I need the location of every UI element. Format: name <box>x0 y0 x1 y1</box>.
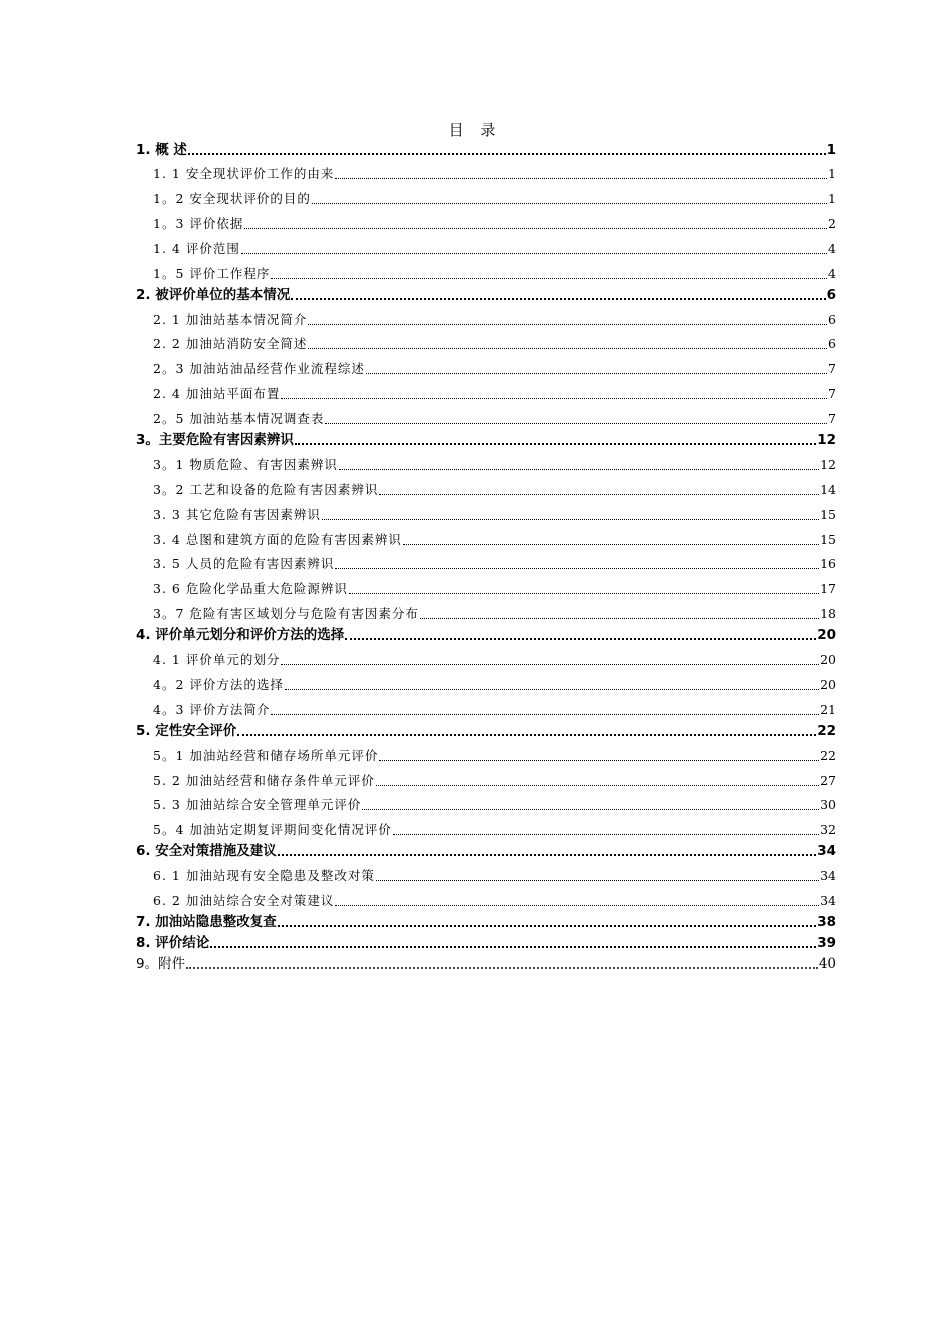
toc-entry-page: 34 <box>820 868 836 883</box>
toc-title: 目 录 <box>448 121 502 139</box>
dot-leader <box>376 880 819 881</box>
toc-entry-6-2[interactable] <box>153 892 836 910</box>
toc-entry-chapter-4[interactable] <box>136 626 836 644</box>
dot-leader <box>335 568 819 569</box>
toc-entry-3-2[interactable] <box>153 481 836 499</box>
dot-leader <box>278 854 816 856</box>
toc-entry-page: 20 <box>820 677 836 692</box>
toc-entry-page: 40 <box>818 956 836 972</box>
toc-entry-label: 4. 1 评价单元的划分 <box>153 652 281 667</box>
toc-entry-page: 34 <box>817 843 836 859</box>
toc-entry-page: 16 <box>820 556 836 571</box>
toc-entry-page: 12 <box>817 432 836 448</box>
dot-leader <box>379 760 819 761</box>
toc-entry-chapter-7[interactable] <box>136 913 836 931</box>
toc-entry-chapter-6[interactable] <box>136 842 836 860</box>
toc-entry-page: 22 <box>820 748 836 763</box>
toc-entry-page: 12 <box>820 457 836 472</box>
toc-entry-page: 6 <box>828 312 836 327</box>
toc-entry-label: 4。3 评价方法简介 <box>153 702 271 717</box>
dot-leader <box>186 967 818 969</box>
toc-entry-3-3[interactable] <box>153 506 836 524</box>
toc-entry-6-1[interactable] <box>153 867 836 885</box>
toc-entry-1-3[interactable] <box>153 215 836 233</box>
toc-entry-label: 3. 6 危险化学品重大危险源辨识 <box>153 581 348 596</box>
toc-entry-label: 3. 3 其它危险有害因素辨识 <box>153 507 321 522</box>
toc-entry-label: 2。3 加油站油品经营作业流程综述 <box>153 361 365 376</box>
toc-entry-2-1[interactable] <box>153 311 836 329</box>
toc-entry-3-1[interactable] <box>153 456 836 474</box>
toc-entry-page: 30 <box>820 797 836 812</box>
toc-entry-label: 2. 2 加油站消防安全简述 <box>153 336 308 351</box>
dot-leader <box>271 714 819 715</box>
toc-entry-label: 3. 4 总图和建筑方面的危险有害因素辨识 <box>153 532 402 547</box>
dot-leader <box>349 593 819 594</box>
dot-leader <box>345 638 816 640</box>
toc-entry-label: 6. 1 加油站现有安全隐患及整改对策 <box>153 868 375 883</box>
toc-entry-label: 3。1 物质危险、有害因素辨识 <box>153 457 338 472</box>
toc-entry-5-1[interactable] <box>153 747 836 765</box>
toc-entry-label: 2. 被评价单位的基本情况 <box>136 287 291 303</box>
dot-leader <box>403 544 819 545</box>
dot-leader <box>237 734 816 736</box>
toc-entry-label: 1。3 评价依据 <box>153 216 244 231</box>
toc-entry-label: 7. 加油站隐患整改复查 <box>136 914 277 930</box>
toc-entry-page: 20 <box>820 652 836 667</box>
toc-entry-label: 2。5 加油站基本情况调查表 <box>153 411 325 426</box>
dot-leader <box>376 785 819 786</box>
toc-entry-page: 18 <box>820 606 836 621</box>
toc-entry-page: 6 <box>826 287 836 303</box>
dot-leader <box>339 469 819 470</box>
toc-entry-5-3[interactable] <box>153 796 836 814</box>
toc-entry-page: 7 <box>828 361 836 376</box>
toc-entry-1-4[interactable] <box>153 240 836 258</box>
dot-leader <box>393 834 819 835</box>
toc-entry-page: 15 <box>820 532 836 547</box>
toc-entry-label: 5。4 加油站定期复评期间变化情况评价 <box>153 822 392 837</box>
toc-entry-label: 3。7 危险有害区域划分与危险有害因素分布 <box>153 606 419 621</box>
toc-entry-label: 2. 4 加油站平面布置 <box>153 386 281 401</box>
toc-entry-page: 14 <box>820 482 836 497</box>
toc-entry-page: 1 <box>828 191 836 206</box>
dot-leader <box>312 203 827 204</box>
dot-leader <box>362 809 819 810</box>
dot-leader <box>278 925 816 927</box>
toc-entry-4-1[interactable] <box>153 651 836 669</box>
toc-entry-5-4[interactable] <box>153 821 836 839</box>
toc-entry-page: 2 <box>828 216 836 231</box>
toc-entry-page: 32 <box>820 822 836 837</box>
toc-entry-label: 3。主要危险有害因素辨识 <box>136 432 294 448</box>
dot-leader <box>308 324 827 325</box>
toc-entry-label: 5。1 加油站经营和储存场所单元评价 <box>153 748 379 763</box>
dot-leader <box>366 373 827 374</box>
toc-entry-2-4[interactable] <box>153 385 836 403</box>
toc-entry-page: 22 <box>817 723 836 739</box>
toc-entry-page: 7 <box>828 386 836 401</box>
toc-entry-chapter-2[interactable] <box>136 286 836 304</box>
toc-entry-page: 21 <box>820 702 836 717</box>
toc-entry-1-1[interactable] <box>153 165 836 183</box>
toc-entry-2-2[interactable] <box>153 335 836 353</box>
dot-leader <box>295 443 816 445</box>
toc-entry-label: 3. 5 人员的危险有害因素辨识 <box>153 556 335 571</box>
toc-entry-chapter-1[interactable] <box>136 141 836 159</box>
toc-entry-1-5[interactable] <box>153 265 836 283</box>
toc-entry-3-7[interactable] <box>153 605 836 623</box>
dot-leader <box>335 178 827 179</box>
toc-entry-page: 1 <box>826 142 836 158</box>
toc-entry-2-3[interactable] <box>153 360 836 378</box>
dot-leader <box>210 946 816 948</box>
toc-entry-3-6[interactable] <box>153 580 836 598</box>
toc-entry-label: 3。2 工艺和设备的危险有害因素辨识 <box>153 482 379 497</box>
dot-leader <box>241 253 827 254</box>
dot-leader <box>188 153 826 155</box>
dot-leader <box>281 398 827 399</box>
toc-entry-label: 4. 评价单元划分和评价方法的选择 <box>136 627 345 643</box>
toc-entry-chapter-5[interactable] <box>136 722 836 740</box>
toc-entry-label: 1. 1 安全现状评价工作的由来 <box>153 166 335 181</box>
toc-entry-page: 6 <box>828 336 836 351</box>
toc-entry-3-5[interactable] <box>153 555 836 573</box>
dot-leader <box>379 494 819 495</box>
toc-entry-label: 1. 概 述 <box>136 142 187 158</box>
toc-entry-label: 6. 2 加油站综合安全对策建议 <box>153 893 335 908</box>
dot-leader <box>244 228 827 229</box>
toc-entry-page: 38 <box>817 914 836 930</box>
toc-entry-3-4[interactable] <box>153 531 836 549</box>
toc-entry-label: 1。2 安全现状评价的目的 <box>153 191 311 206</box>
toc-entry-chapter-9[interactable] <box>136 955 836 973</box>
toc-entry-page: 1 <box>828 166 836 181</box>
toc-entry-page: 4 <box>828 241 836 256</box>
toc-entry-1-2[interactable] <box>153 190 836 208</box>
dot-leader <box>291 298 825 300</box>
toc-entry-label: 1。5 评价工作程序 <box>153 266 271 281</box>
toc-entry-4-2[interactable] <box>153 676 836 694</box>
dot-leader <box>322 519 819 520</box>
toc-entry-label: 6. 安全对策措施及建议 <box>136 843 277 859</box>
toc-entry-4-3[interactable] <box>153 701 836 719</box>
toc-entry-page: 15 <box>820 507 836 522</box>
toc-entry-page: 20 <box>817 627 836 643</box>
toc-entry-page: 4 <box>828 266 836 281</box>
toc-entry-2-5[interactable] <box>153 410 836 428</box>
toc-entry-label: 4。2 评价方法的选择 <box>153 677 284 692</box>
toc-entry-5-2[interactable] <box>153 772 836 790</box>
toc-entry-label: 2. 1 加油站基本情况简介 <box>153 312 308 327</box>
toc-entry-label: 5. 2 加油站经营和储存条件单元评价 <box>153 773 375 788</box>
toc-entry-page: 27 <box>820 773 836 788</box>
toc-entry-page: 34 <box>820 893 836 908</box>
dot-leader <box>285 689 819 690</box>
dot-leader <box>335 905 819 906</box>
toc-entry-label: 5. 3 加油站综合安全管理单元评价 <box>153 797 362 812</box>
toc-entry-label: 1. 4 评价范围 <box>153 241 240 256</box>
toc-entry-chapter-8[interactable] <box>136 934 836 952</box>
dot-leader <box>281 664 819 665</box>
toc-entry-page: 17 <box>820 581 836 596</box>
toc-entry-page: 39 <box>817 935 836 951</box>
dot-leader <box>325 423 827 424</box>
toc-entry-label: 9。附件 <box>136 956 186 972</box>
toc-entry-label: 8. 评价结论 <box>136 935 210 951</box>
toc-entry-page: 7 <box>828 411 836 426</box>
dot-leader <box>271 278 827 279</box>
dot-leader <box>308 348 827 349</box>
dot-leader <box>420 618 819 619</box>
toc-entry-chapter-3[interactable] <box>136 431 836 449</box>
toc-entry-label: 5. 定性安全评价 <box>136 723 237 739</box>
